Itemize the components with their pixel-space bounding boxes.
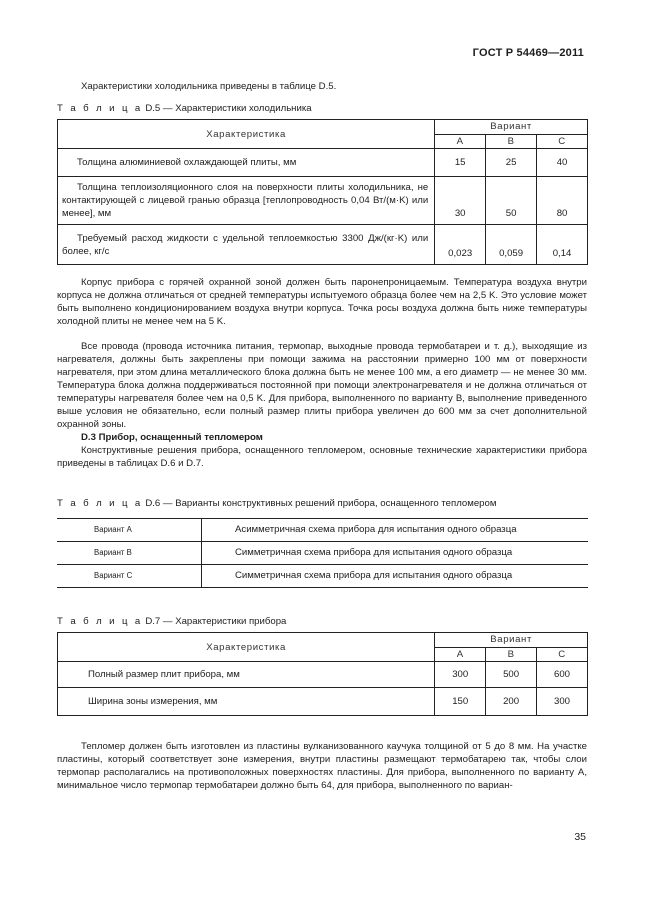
cell-value: 25 <box>486 149 537 177</box>
caption-prefix: Т а б л и ц а <box>57 498 143 509</box>
caption-title: D.7 — Характеристики прибора <box>142 616 287 627</box>
cell-value: 300 <box>537 688 588 716</box>
row-label: Вариант С <box>57 565 202 588</box>
paragraph-heatflow-meter: Тепломер должен быть изготовлен из пластины вулканизованного каучука толщиной от 5 до 8 мм. На участке пластины, который соответствует зоне измерения, внутри пластины размещают термобатарею так, чтобы слои термопар располагались на противоположных поверхностях пластины. Для прибора, выполненного по варианту А, минимальное число термопар термобатареи должно быть 64, для прибора, выполненного по вариан- <box>57 741 587 792</box>
table-row <box>58 149 588 177</box>
variant-a-header: А <box>435 135 486 149</box>
paragraph-housing: Корпус прибора с горячей охранной зоной должен быть паронепроницаемым. Температура воздуха внутри корпуса не должна отличаться от средней температуры испытуемого образца более чем на 2,5 K. Это условие может быть выполнено кондиционированием воздуха внутри корпуса. Точка росы воздуха должна быть ниже температуры холодной плиты не менее чем на 5 K. <box>57 277 587 328</box>
table-row <box>58 662 588 688</box>
variant-b-header: В <box>486 135 537 149</box>
page-number: 35 <box>574 831 586 843</box>
variant-a-header: А <box>435 648 486 662</box>
caption-prefix: Т а б л и ц а <box>57 616 143 627</box>
header-characteristic: Характеристика <box>58 120 435 149</box>
variant-b-header: В <box>486 648 537 662</box>
cell-value: 0,023 <box>435 225 486 265</box>
intro-paragraph: Характеристики холодильника приведены в таблице D.5. <box>81 81 337 92</box>
row-label: Полный размер плит прибора, мм <box>88 669 240 681</box>
header-variant: Вариант <box>435 120 588 135</box>
row-value: Асимметричная схема прибора для испытания одного образца <box>202 519 589 542</box>
caption-prefix: Т а б л и ц а <box>57 103 143 114</box>
cell-value: 30 <box>435 177 486 225</box>
cell-value: 500 <box>486 662 537 688</box>
cell-value: 600 <box>537 662 588 688</box>
table-d5-caption <box>57 102 312 115</box>
table-d6-caption <box>57 497 496 510</box>
row-label: Вариант В <box>57 542 202 565</box>
caption-title: D.6 — Варианты конструктивных решений прибора, оснащенного тепломером <box>142 498 497 509</box>
row-label: Требуемый расход жидкости с удельной теплоемкостью 3300 Дж/(кг·K) или более, кг/с <box>62 232 429 257</box>
variant-c-header: С <box>537 135 588 149</box>
table-d5 <box>57 119 588 265</box>
row-label: Вариант А <box>57 519 202 542</box>
cell-value: 200 <box>486 688 537 716</box>
table-d7 <box>57 632 588 716</box>
table-row <box>58 225 588 265</box>
paragraph-heatflow: Конструктивные решения прибора, оснащенного тепломером, основные технические характеристики прибора приведены в таблицах D.6 и D.7. <box>57 445 587 470</box>
header-characteristic: Характеристика <box>58 633 435 662</box>
header-variant: Вариант <box>435 633 588 648</box>
table-row <box>58 688 588 716</box>
cell-value: 0,14 <box>537 225 588 265</box>
table-row <box>57 542 588 565</box>
cell-value: 40 <box>537 149 588 177</box>
cell-value: 50 <box>486 177 537 225</box>
cell-value: 80 <box>537 177 588 225</box>
variant-c-header: С <box>537 648 588 662</box>
table-d6 <box>57 518 588 588</box>
standard-header: ГОСТ Р 54469—2011 <box>472 47 584 59</box>
table-row <box>57 565 588 588</box>
row-label: Толщина алюминиевой охлаждающей плиты, мм <box>77 157 297 169</box>
cell-value: 150 <box>435 688 486 716</box>
table-row <box>58 177 588 225</box>
table-d7-caption <box>57 615 286 628</box>
row-label: Ширина зоны измерения, мм <box>88 696 218 708</box>
cell-value: 15 <box>435 149 486 177</box>
section-heading: D.3 Прибор, оснащенный тепломером <box>81 432 263 443</box>
row-value: Симметричная схема прибора для испытания одного образца <box>202 542 589 565</box>
paragraph-wires: Все провода (провода источника питания, термопар, выходные провода термобатареи и т. д.), выходящие из нагревателя, должны быть закреплены при помощи зажима на расстоянии примерно 100 мм от поверхности нагревателя, при этом длина металлического блока должна быть не менее 100 мм, а его диаметр — не менее 30 мм. Температура блока должна поддерживаться постоянной при помощи электронагревателя и не должна отличаться от температуры нагревателя более чем на 0,5 K. Для прибора, выполненного по варианту В, выполнение приведенного выше условия не обязательно, если полный размер плиты прибора увеличен до 600 мм за счет дополнительной охранной зоны. <box>57 341 587 431</box>
table-row <box>57 519 588 542</box>
cell-value: 0,059 <box>486 225 537 265</box>
caption-title: D.5 — Характеристики холодильника <box>142 103 312 114</box>
row-value: Симметричная схема прибора для испытания одного образца <box>202 565 589 588</box>
cell-value: 300 <box>435 662 486 688</box>
row-label: Толщина теплоизоляционного слоя на поверхности плиты холодильника, не контактирующей с лицевой гранью образца [теплопроводность 0,04 Вт/(м·K) или менее], мм <box>62 182 429 220</box>
